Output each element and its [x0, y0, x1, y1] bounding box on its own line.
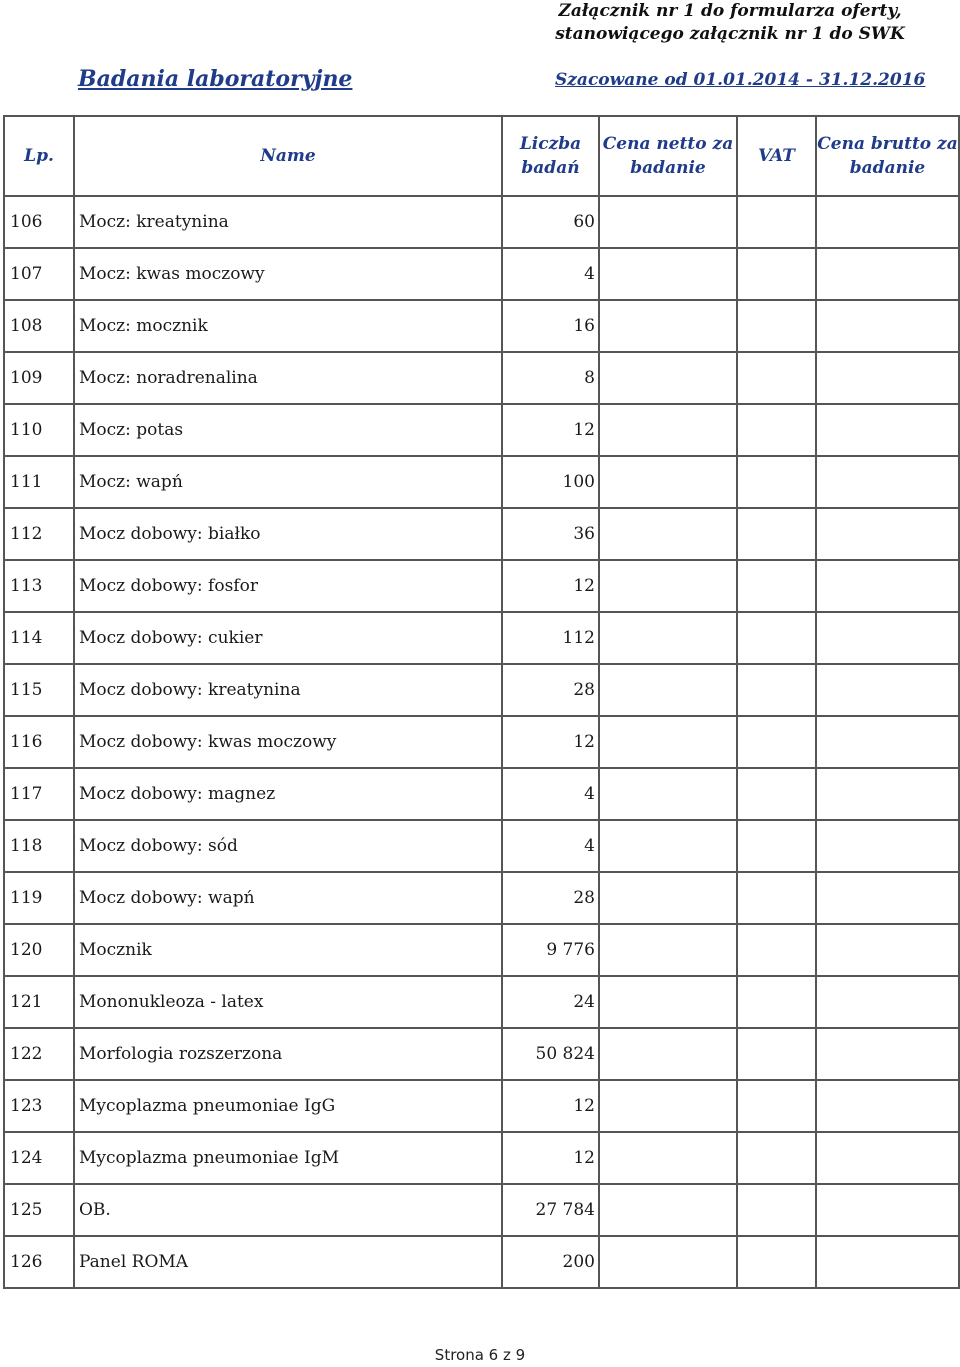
row-count-cell: 9 776 [502, 924, 599, 976]
row-gross-price-cell [816, 820, 959, 872]
row-name-cell: Mocz: kreatynina [74, 196, 502, 248]
row-vat-cell [737, 1184, 816, 1236]
row-net-price-cell [599, 716, 737, 768]
table-body [4, 196, 959, 1288]
row-vat-cell [737, 352, 816, 404]
row-lp-cell: 122 [4, 1028, 74, 1080]
table-row [4, 768, 959, 820]
table-row [4, 456, 959, 508]
row-net-price-cell [599, 404, 737, 456]
row-net-price-cell [599, 1028, 737, 1080]
row-count-cell: 12 [502, 1132, 599, 1184]
row-net-price-cell [599, 560, 737, 612]
row-name-cell: Morfologia rozszerzona [74, 1028, 502, 1080]
row-net-price-cell [599, 820, 737, 872]
row-gross-price-cell [816, 872, 959, 924]
row-count-cell: 112 [502, 612, 599, 664]
row-gross-price-cell [816, 404, 959, 456]
col-header-net-line2: badanie [630, 158, 706, 178]
row-gross-price-cell [816, 508, 959, 560]
row-gross-price-cell [816, 1132, 959, 1184]
row-gross-price-cell [816, 352, 959, 404]
row-count-cell: 4 [502, 768, 599, 820]
row-gross-price-cell [816, 1236, 959, 1288]
row-name-cell: Mocznik [74, 924, 502, 976]
row-gross-price-cell [816, 560, 959, 612]
row-lp-cell: 106 [4, 196, 74, 248]
row-net-price-cell [599, 612, 737, 664]
row-lp-cell: 118 [4, 820, 74, 872]
table-row [4, 300, 959, 352]
table-row [4, 248, 959, 300]
row-vat-cell [737, 1028, 816, 1080]
row-lp-cell: 111 [4, 456, 74, 508]
row-name-cell: Mocz dobowy: sód [74, 820, 502, 872]
row-gross-price-cell [816, 300, 959, 352]
row-gross-price-cell [816, 612, 959, 664]
row-name-cell: Mycoplazma pneumoniae IgG [74, 1080, 502, 1132]
row-lp-cell: 114 [4, 612, 74, 664]
row-gross-price-cell [816, 1184, 959, 1236]
row-count-cell: 100 [502, 456, 599, 508]
row-count-cell: 16 [502, 300, 599, 352]
row-net-price-cell [599, 508, 737, 560]
row-count-cell: 12 [502, 1080, 599, 1132]
row-gross-price-cell [816, 924, 959, 976]
row-vat-cell [737, 456, 816, 508]
table-row [4, 820, 959, 872]
row-vat-cell [737, 1132, 816, 1184]
row-count-cell: 24 [502, 976, 599, 1028]
row-lp-cell: 116 [4, 716, 74, 768]
row-count-cell: 4 [502, 248, 599, 300]
table-row [4, 716, 959, 768]
row-lp-cell: 123 [4, 1080, 74, 1132]
row-name-cell: Mocz: potas [74, 404, 502, 456]
row-vat-cell [737, 248, 816, 300]
row-gross-price-cell [816, 664, 959, 716]
table-row [4, 1132, 959, 1184]
col-header-name: Name [74, 116, 502, 196]
row-gross-price-cell [816, 196, 959, 248]
row-name-cell: Panel ROMA [74, 1236, 502, 1288]
row-count-cell: 28 [502, 872, 599, 924]
col-header-lp: Lp. [4, 116, 74, 196]
row-vat-cell [737, 716, 816, 768]
table-row [4, 1080, 959, 1132]
row-vat-cell [737, 508, 816, 560]
page-number: Strona 6 z 9 [434, 1346, 526, 1364]
row-net-price-cell [599, 456, 737, 508]
table-row [4, 560, 959, 612]
row-count-cell: 12 [502, 560, 599, 612]
row-name-cell: Mocz dobowy: cukier [74, 612, 502, 664]
row-vat-cell [737, 300, 816, 352]
row-lp-cell: 109 [4, 352, 74, 404]
row-net-price-cell [599, 248, 737, 300]
annex-note [530, 0, 930, 46]
row-net-price-cell [599, 872, 737, 924]
row-lp-cell: 119 [4, 872, 74, 924]
table-row [4, 976, 959, 1028]
row-gross-price-cell [816, 976, 959, 1028]
row-net-price-cell [599, 1080, 737, 1132]
row-net-price-cell [599, 664, 737, 716]
row-lp-cell: 113 [4, 560, 74, 612]
row-vat-cell [737, 664, 816, 716]
table-row [4, 924, 959, 976]
row-lp-cell: 121 [4, 976, 74, 1028]
row-count-cell: 36 [502, 508, 599, 560]
row-name-cell: Mocz dobowy: wapń [74, 872, 502, 924]
row-net-price-cell [599, 1236, 737, 1288]
row-count-cell: 200 [502, 1236, 599, 1288]
row-vat-cell [737, 924, 816, 976]
row-vat-cell [737, 976, 816, 1028]
row-vat-cell [737, 820, 816, 872]
row-lp-cell: 110 [4, 404, 74, 456]
row-name-cell: OB. [74, 1184, 502, 1236]
row-name-cell: Mocz dobowy: fosfor [74, 560, 502, 612]
row-gross-price-cell [816, 456, 959, 508]
row-net-price-cell [599, 196, 737, 248]
row-name-cell: Mononukleoza - latex [74, 976, 502, 1028]
row-gross-price-cell [816, 716, 959, 768]
row-lp-cell: 107 [4, 248, 74, 300]
row-lp-cell: 124 [4, 1132, 74, 1184]
row-gross-price-cell [816, 1028, 959, 1080]
row-lp-cell: 125 [4, 1184, 74, 1236]
row-count-cell: 50 824 [502, 1028, 599, 1080]
row-gross-price-cell [816, 248, 959, 300]
row-vat-cell [737, 404, 816, 456]
row-vat-cell [737, 1080, 816, 1132]
row-name-cell: Mocz dobowy: kwas moczowy [74, 716, 502, 768]
table-row [4, 664, 959, 716]
table-row [4, 612, 959, 664]
row-lp-cell: 126 [4, 1236, 74, 1288]
row-net-price-cell [599, 352, 737, 404]
row-vat-cell [737, 768, 816, 820]
row-name-cell: Mocz dobowy: magnez [74, 768, 502, 820]
row-name-cell: Mycoplazma pneumoniae IgM [74, 1132, 502, 1184]
row-net-price-cell [599, 768, 737, 820]
table-row [4, 508, 959, 560]
row-net-price-cell [599, 300, 737, 352]
table-row [4, 352, 959, 404]
row-lp-cell: 108 [4, 300, 74, 352]
table-row [4, 1184, 959, 1236]
row-name-cell: Mocz: wapń [74, 456, 502, 508]
table-row [4, 1236, 959, 1288]
col-header-count [502, 116, 599, 196]
row-net-price-cell [599, 924, 737, 976]
row-name-cell: Mocz: noradrenalina [74, 352, 502, 404]
row-count-cell: 27 784 [502, 1184, 599, 1236]
row-name-cell: Mocz dobowy: białko [74, 508, 502, 560]
row-count-cell: 4 [502, 820, 599, 872]
row-count-cell: 12 [502, 404, 599, 456]
row-net-price-cell [599, 976, 737, 1028]
row-vat-cell [737, 612, 816, 664]
row-lp-cell: 120 [4, 924, 74, 976]
row-name-cell: Mocz: kwas moczowy [74, 248, 502, 300]
row-name-cell: Mocz: mocznik [74, 300, 502, 352]
row-gross-price-cell [816, 768, 959, 820]
row-lp-cell: 115 [4, 664, 74, 716]
col-header-gross-price [816, 116, 959, 196]
row-net-price-cell [599, 1184, 737, 1236]
table-row [4, 1028, 959, 1080]
col-header-gross-line1: Cena brutto za [817, 134, 958, 154]
row-name-cell: Mocz dobowy: kreatynina [74, 664, 502, 716]
row-count-cell: 12 [502, 716, 599, 768]
row-vat-cell [737, 560, 816, 612]
col-header-count-line2: badań [521, 158, 580, 178]
col-header-vat: VAT [737, 116, 816, 196]
annex-line-2: stanowiącego załącznik nr 1 do SWK [555, 24, 905, 44]
row-lp-cell: 117 [4, 768, 74, 820]
table-row [4, 872, 959, 924]
row-vat-cell [737, 872, 816, 924]
row-vat-cell [737, 1236, 816, 1288]
row-vat-cell [737, 196, 816, 248]
page-title: Badania laboratoryjne [78, 66, 353, 92]
col-header-count-line1: Liczba [519, 134, 582, 154]
col-header-gross-line2: badanie [849, 158, 926, 178]
row-lp-cell: 112 [4, 508, 74, 560]
row-gross-price-cell [816, 1080, 959, 1132]
tests-table [3, 115, 960, 1289]
table-row [4, 196, 959, 248]
annex-line-1: Załącznik nr 1 do formularza oferty, [558, 1, 902, 21]
row-count-cell: 8 [502, 352, 599, 404]
table-header-row [4, 116, 959, 196]
row-count-cell: 28 [502, 664, 599, 716]
col-header-net-price [599, 116, 737, 196]
table-row [4, 404, 959, 456]
period-label: Szacowane od 01.01.2014 - 31.12.2016 [555, 70, 926, 90]
col-header-net-line1: Cena netto za [602, 134, 734, 154]
row-net-price-cell [599, 1132, 737, 1184]
row-count-cell: 60 [502, 196, 599, 248]
